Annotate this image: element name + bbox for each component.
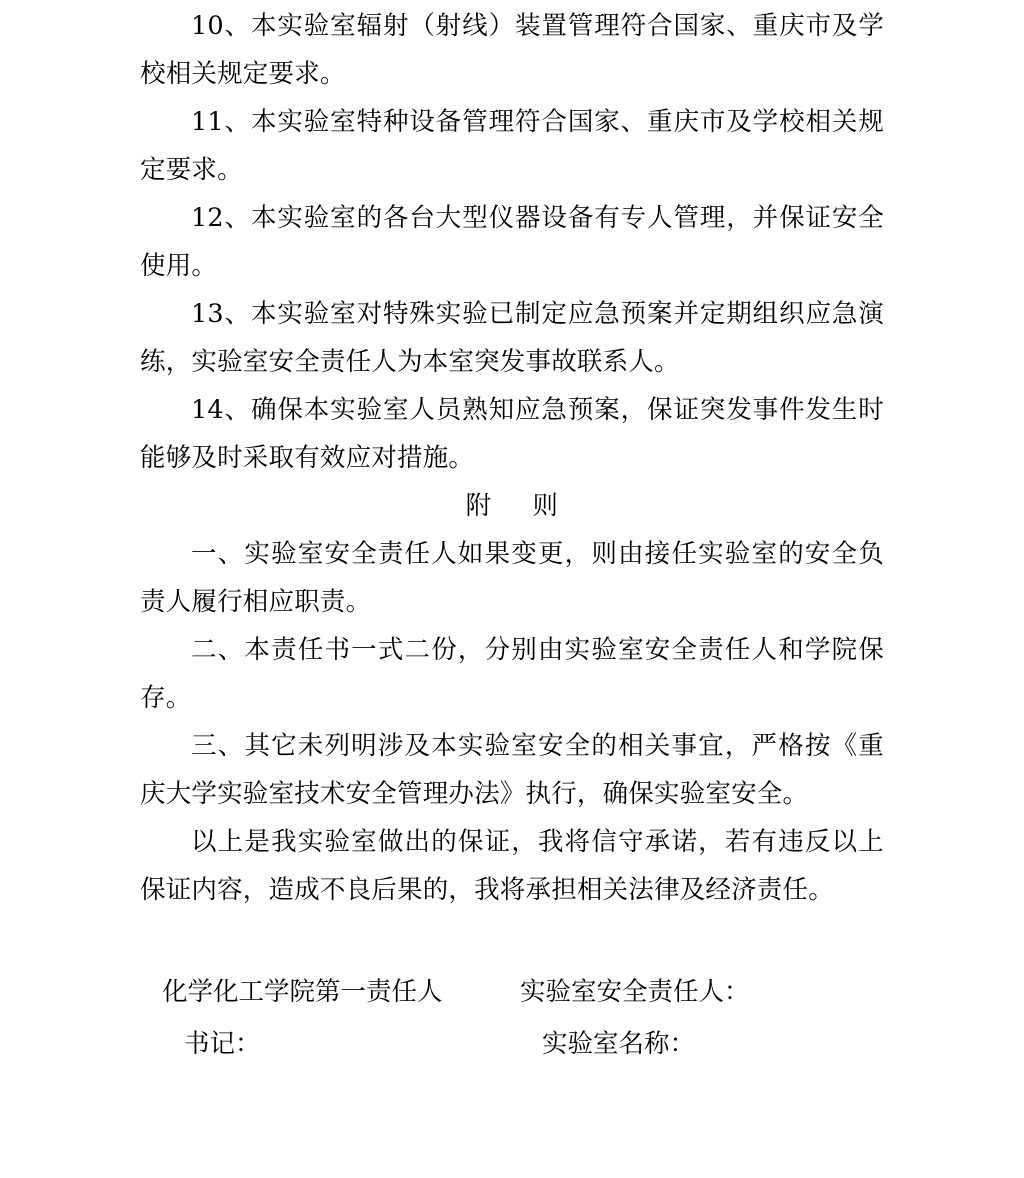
- section-heading-left: 附: [465, 491, 492, 521]
- appendix-paragraph-2: 二、本责任书一式二份，分别由实验室安全责任人和学院保存。: [140, 635, 884, 713]
- lab-safety-responsible-person-label: 实验室安全责任人：: [520, 977, 750, 1007]
- first-responsible-person-label: 化学化工学院第一责任人: [162, 977, 443, 1007]
- signature-row-1: [140, 966, 884, 1018]
- paragraph-10: 10、本实验室辐射（射线）装置管理符合国家、重庆市及学校相关规定要求。: [140, 11, 884, 89]
- secretary-label: 书记：: [184, 1029, 261, 1059]
- signature-block: [140, 966, 884, 1070]
- section-heading-right: 则: [532, 491, 559, 521]
- signature-row-2: [140, 1018, 884, 1070]
- paragraph-14: 14、确保本实验室人员熟知应急预案，保证突发事件发生时能够及时采取有效应对措施。: [140, 395, 884, 473]
- paragraph-13: 13、本实验室对特殊实验已制定应急预案并定期组织应急演练，实验室安全责任人为本室突发事故联系人。: [140, 299, 884, 377]
- appendix-paragraph-4: 以上是我实验室做出的保证，我将信守承诺，若有违反以上保证内容，造成不良后果的，我将承担相关法律及经济责任。: [140, 827, 884, 905]
- lab-name-label: 实验室名称：: [542, 1029, 696, 1059]
- section-heading: [140, 482, 884, 530]
- appendix-paragraph-1: 一、实验室安全责任人如果变更，则由接任实验室的安全负责人履行相应职责。: [140, 539, 884, 617]
- paragraph-12: 12、本实验室的各台大型仪器设备有专人管理，并保证安全使用。: [140, 203, 884, 281]
- appendix-paragraph-3: 三、其它未列明涉及本实验室安全的相关事宜，严格按《重庆大学实验室技术安全管理办法》执行，确保实验室安全。: [140, 731, 884, 809]
- paragraph-11: 11、本实验室特种设备管理符合国家、重庆市及学校相关规定要求。: [140, 107, 884, 185]
